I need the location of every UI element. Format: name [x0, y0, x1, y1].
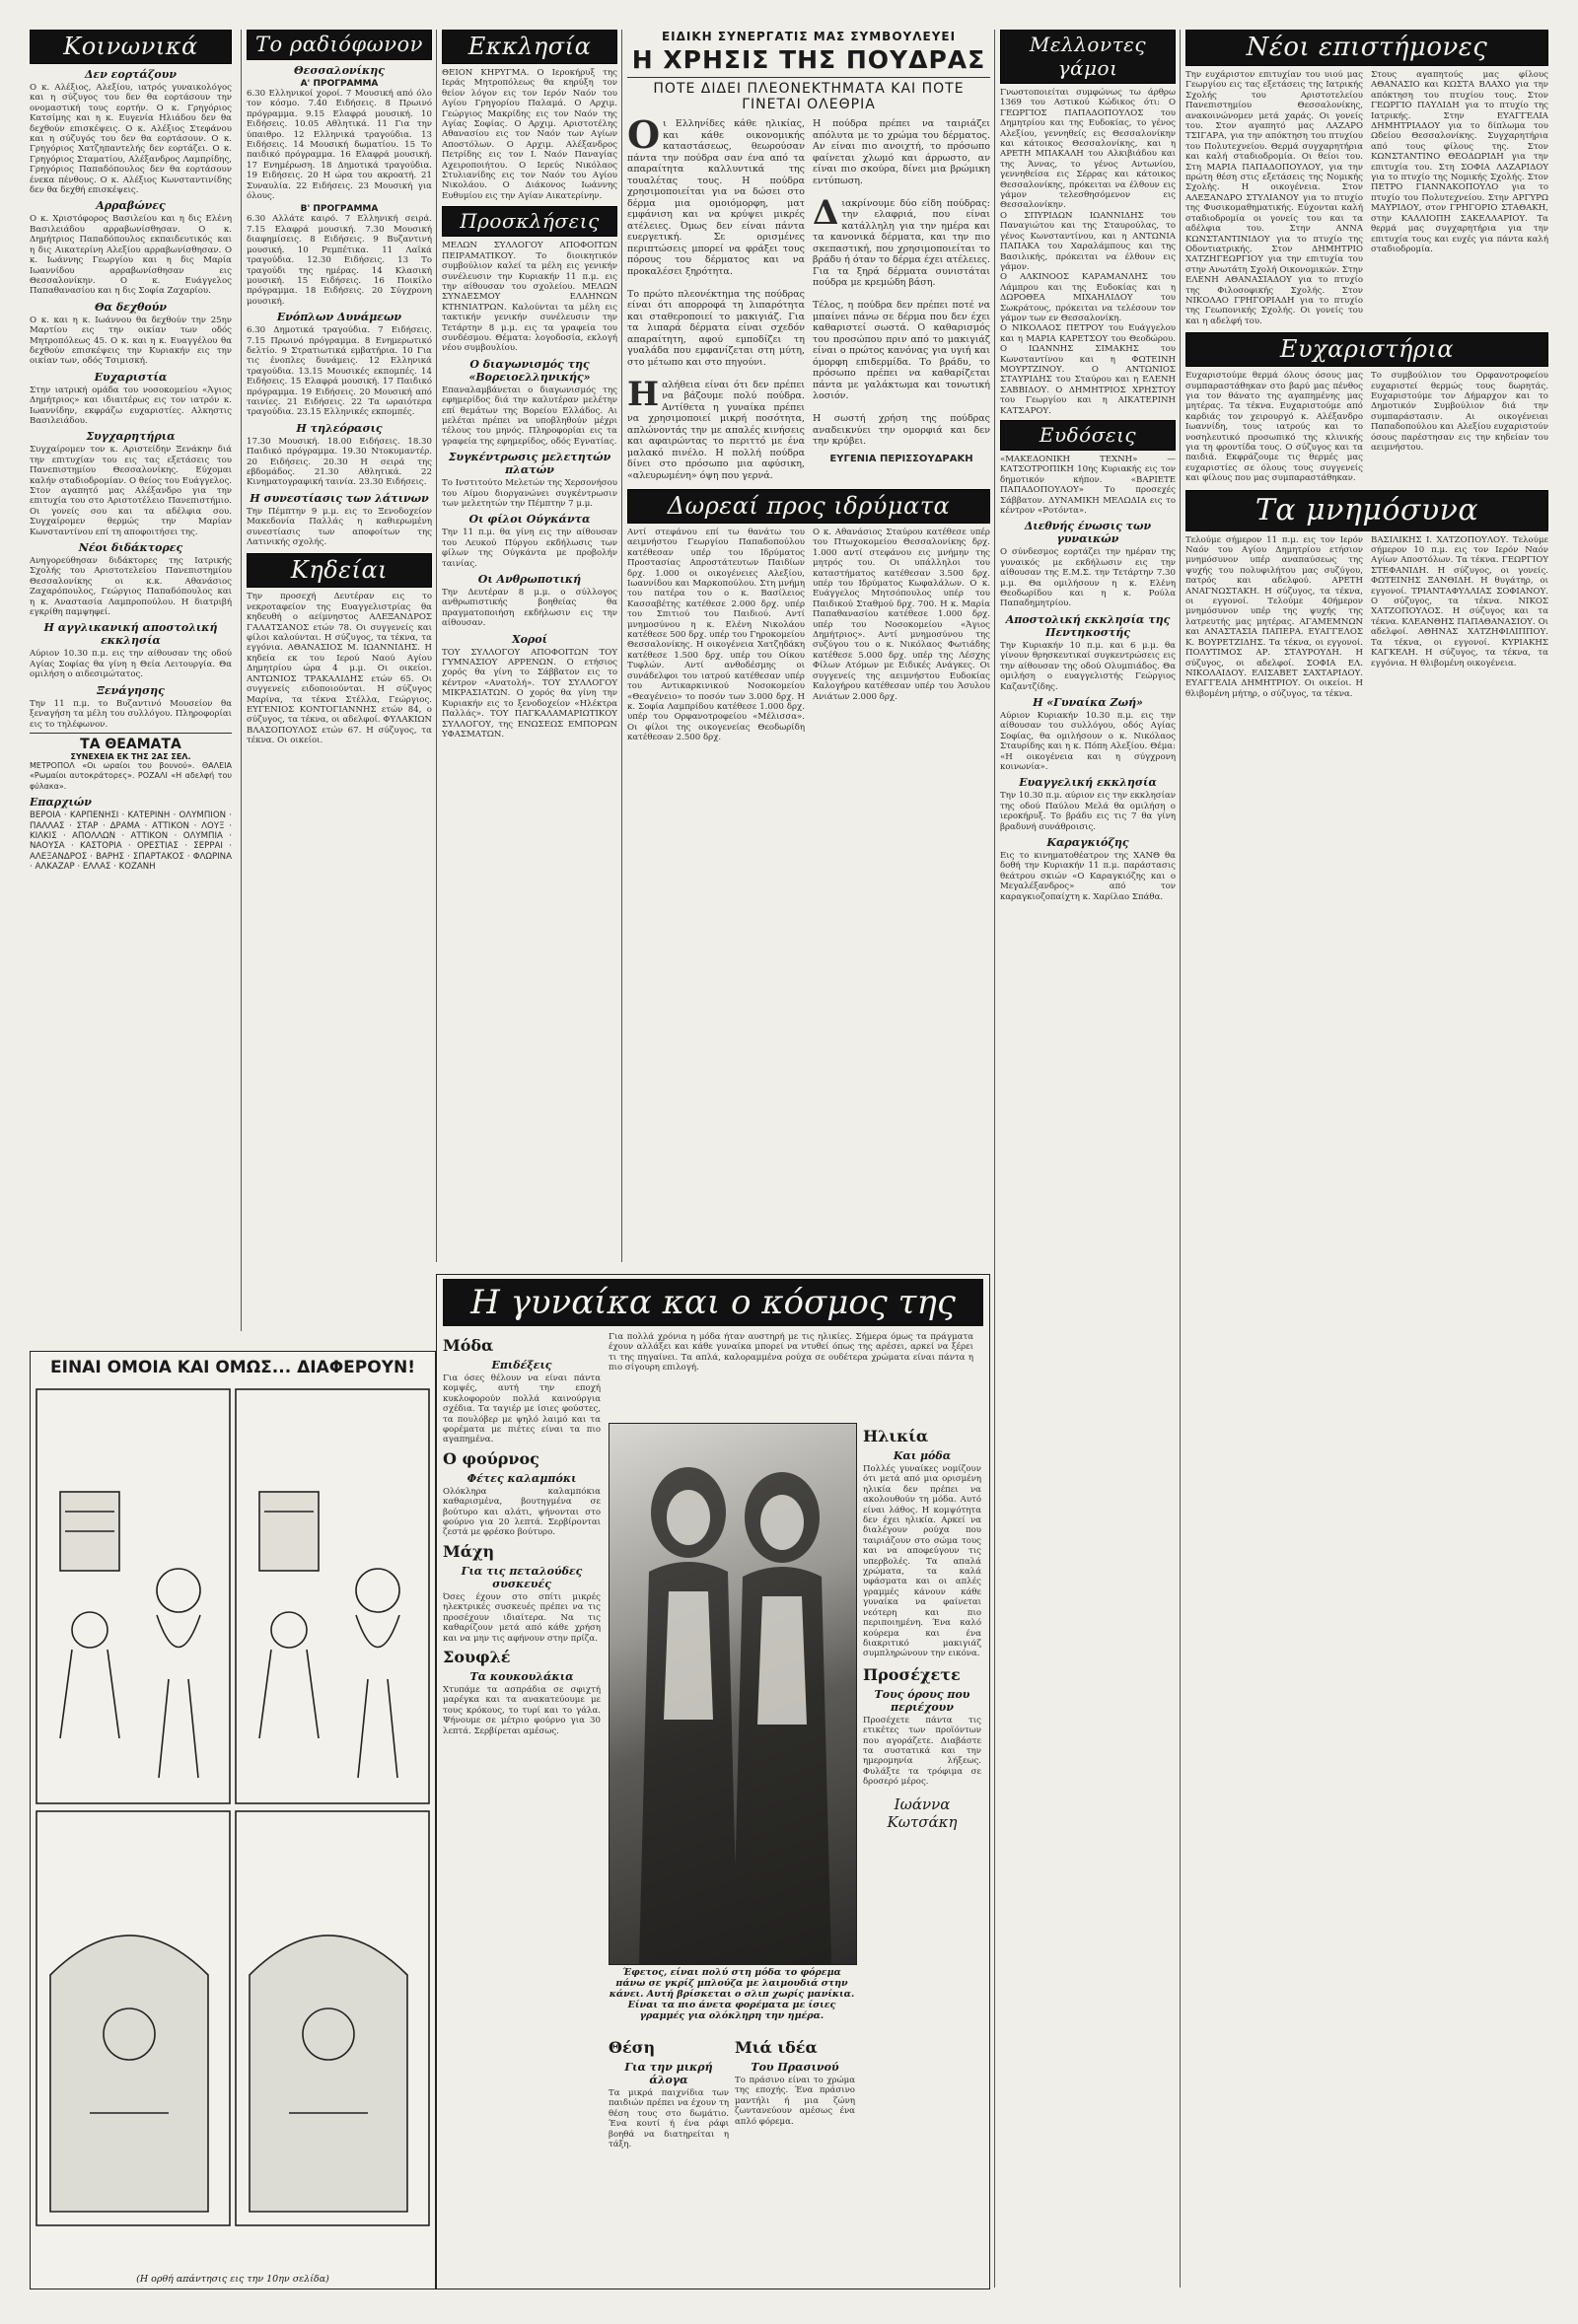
battle-heading: Μάχη: [443, 1541, 495, 1561]
section-thessaloniki: Θεσσαλονίκης: [294, 64, 385, 77]
society-masthead: Κοινωνικά: [30, 30, 232, 64]
province-heading: Επαρχιών: [30, 796, 92, 810]
spot-the-difference-cartoon: [30, 1351, 436, 2289]
age-subheading: Και μόδα: [893, 1449, 952, 1462]
womens-section: Η γυναίκα και ο κόσμος της Μόδα Επιδέξεις Για όσες θέλουν να είναι πάντα κομψές, αυτή την εποχή κυκλοφορούν πολλά καινούργια σχέδια. Τα ταγιέρ με ίσιες φούστες, τα πουλόβερ με ψηλό λαιμό και τα φορέματα με πιέτες είναι τα πιο αγαπημένα. Ο φούρνος Φέτες καλαμπόκι Ολόκληρα καλαμπόκια καθαρισμένα, βουτηγμένα σε βούτυρο και αλάτι, ψήνονται στο φούρνο για 20 λεπτά. Σερβίρονται ζεστά με φρέσκο βούτυρο. Μάχη Για τις πεταλούδες συσκευές Όσες έχουν στο σπίτι μικρές ηλεκτρικές συσκευές πρέπει να τις προσέχουν ιδιαίτερα. Να τις καθαρίζουν μετά από κάθε χρήση και να μην τις αφήνουν στην πρίζα. Σουφλέ Τα κουκουλάκια Χτυπάμε τα ασπράδια σε σφιχτή μαρέγκα και τα ανακατεύουμε με τους κρόκους, το τυρί και το γάλα. Ψήνουμε σε μέτριο φούρνο για 30 λεπτά. Σερβίρεται αμέσως. Για πολλά χρόνια η μόδα ήταν αυστηρή με τις ηλικίες. Σήμερα όμως τα πράγματα έχουν αλλάξει και κάθε γυναίκα μπορεί να ντυθεί όπως της αρέσει, αρκεί να ξέρει τι της πηγαίνει. Τα απλά, καλοραμμένα ρούχα σε ουδέτερα χρώματα είναι πάντα η πιο σίγουρη επιλογή. Έφετος, είναι πολύ στη μόδα το φόρεμα πάνω σε γκρίζ μπλούζα με λαιμουδιά στην κάνει. Αυτή βρίσκεται ο σλιπ χωρίς μανίκια. Είναι τα πιο άνετα φορέματα με ίσιες γραμμές για ολόκληρη την ημέρα. Ηλικία Και μόδα Πολλές γυναίκες νομίζουν ότι μετά από μια ορισμένη ηλικία δεν πρέπει να ακολουθούν τη μόδα. Αυτό είναι λάθος. Η κομψότητα δεν έχει ηλικία. Αρκεί να διαλέγουν ρούχα που ταιριάζουν στο σώμα τους και να αποφεύγουν τις υπερβολές. Τα απαλά χρώματα, τα καλά υφάσματα και οι απλές γραμμές κάνουν κάθε γυναίκα να φαίνεται νεότερη και πιο περιποιημένη. Ένα καλό κούρεμα και ένα διακριτικό μακιγιάζ συμπληρώνουν την εικόνα. Προσέχετε Τους όρους που περιέχουν Προσέχετε πάντα τις ετικέτες των προϊόντων που αγοράζετε. Διαβάστε τα συστατικά και την ημερομηνία λήξεως. Φυλάξτε τα τρόφιμα σε δροσερό μέρος. Ιωάννα Κωτσάκη Θέση Για την μικρή άλογα Τα μικρά παιχνίδια των παιδιών πρέπει να έχουν τη θέση τους στο δωμάτιο. Ένα κουτί ή ένα ράφι βοηθά να διατηρείται η τάξη. Μιά ιδέα Του Πρασινού Το πράσινο είναι το χρώμα της εποχής. Ένα πράσινο μαντήλι ή μια ζώνη ζωντανεύουν αμέσως ένα απλό φόρεμα.: [436, 1274, 990, 2289]
radio-masthead: Το ραδιόφωνον: [247, 30, 432, 60]
memorials-text-left: Τελούμε σήμερον 11 π.μ. εις τον Ιερόν Ναόν του Αγίου Δημητρίου ετήσιον μνημόσυνον υπέρ αναπαύσεως της ψυχής του πολυφιλήτου μας συζύγου, πατρός και αδελφού. ΑΡΕΤΗ ΑΝΑΓΝΩΣΤΑΚΗ. Η σύζυγος, τα τέκνα, οι εγγονοί. Τελούμε 40ήμερον μνημόσυνον υπέρ της ψυχής της λατρευτής μας μητέρας. ΑΓΑΜΕΜΝΩΝ και ΑΝΑΣΤΑΣΙΑ ΠΑΠΕΡΑ. ΕΥΑΓΓΕΛΟΣ Κ. ΒΟΥΡΕΤΖΙΔΗΣ. Τα τέκνα, οι εγγονοί. ΠΟΛΥΤΙΜΟΣ ΑΡ. ΣΤΑΥΡΟΥΔΗ. Η σύζυγος, οι αδελφοί. ΣΟΦΙΑ ΕΛ. ΝΙΚΟΛΑΙΔΟΥ. ΕΛΙΣΑΒΕΤ ΣΑΧΤΑΡΙΔΟΥ. ΕΥΑΓΓΕΛΙΑ ΔΗΜΗΤΡΙΟΥ. Οι οικείοι. Η θλιβομένη μήτηρ, ο σύζυγος, τα τέκνα.: [1185, 534, 1363, 699]
section-womans-life: Η «Γυναίκα Ζωή»: [1033, 695, 1143, 709]
oven-heading: Ο φούρνος: [443, 1448, 539, 1468]
theatre-subheading: ΣΥΝΕΧΕΙΑ ΕΚ ΤΗΣ 2ΑΣ ΣΕΛ.: [70, 751, 191, 761]
scientists-masthead: Νέοι επιστήμονες: [1185, 30, 1548, 66]
battle-subheading: Για τις πεταλούδες συσκευές: [461, 1564, 583, 1590]
section-not-celebrate: Δεν εορτάζουν: [84, 68, 177, 81]
fashion-photo: [609, 1423, 857, 1965]
idea-heading: Μιά ιδέα: [735, 2038, 818, 2057]
cartoon-caption: (Η ορθή απάντησις εις την 10ην σελίδα): [136, 2274, 329, 2285]
province-list: ΒΕΡΟΙΑ · ΚΑΡΠΕΝΗΣΙ · ΚΑΤΕΡΙΝΗ · ΟΛΥΜΠΙΟΝ · ΠΑΛΛΑΣ · ΣΤΑΡ · ΔΡΑΜΑ · ΑΤΤΙΚΟΝ · ΛΟΥΞ · ΚΙΛΚΙΣ · ΑΠΟΛΛΩΝ · ΑΤΤΙΚΟΝ · ΟΛΥΜΠΙΑ · ΝΑΟΥΣΑ · ΚΑΣΤΟΡΙΑ · ΟΡΕΣΤΙΑΣ · ΣΕΡΡΑΙ · ΑΛΕΞΑΝΔΡΟΣ · ΒΑΡΗΣ · ΣΠΑΡΤΑΚΟΣ · ΦΛΩΡΙΝΑ · ΑΛΚΑΖΑΡ · ΕΛΛΑΣ · ΚΟΖΑΝΗ: [30, 810, 232, 873]
column-church: Εκκλησία ΘΕΙΟΝ ΚΗΡΥΓΜΑ. Ο Ιεροκήρυξ της Ιεράς Μητροπόλεως θα κηρύξη τον θείον λόγον εις τον Ιερόν Ναόν του Αγίου Γρηγορίου Παλαμά. Ο Αρχιμ. Γεώργιος Μακρίδης εις τον Ναόν της Αγίας Σοφίας. Ο Αρχιμ. Αριστοτέλης Αθανασίου εις τον Ναόν των Αγίων Αποστόλων. Ο Αρχιμ. Αλέξανδρος Πετρίδης εις τον Ι. Ναόν Παναγίας Αχειροποιήτου. Ο Ιερεύς Νικόλαος Στυλιανίδης εις τον Ναόν του Αγίου Νικολάου. Ο Διάκονος Ιωάννης Ευθυμίου εις την Αγίαν Αικατερίνην. Προσκλήσεις ΜΕΛΩΝ ΣΥΛΛΟΓΟΥ ΑΠΟΦΟΙΤΩΝ ΠΕΙΡΑΜΑΤΙΚΟΥ. Το διοικητικόν συμβούλιον καλεί τα μέλη εις γενικήν συνέλευσιν την Κυριακήν 11 π.μ. εις την αίθουσαν του σχολείου. ΜΕΛΩΝ ΣΥΝΔΕΣΜΟΥ ΕΛΛΗΝΩΝ ΚΤΗΝΙΑΤΡΩΝ. Καλούνται τα μέλη εις τακτικήν γενικήν συνέλευσιν την Τετάρτην 8 μ.μ. εις τα γραφεία του συνδέσμου. Θέματα: λογοδοσία, εκλογή νέου συμβουλίου. Ο διαγωνισμός της «Βορειοελληνικής» Επαναλαμβάνεται ο διαγωνισμός της εφημερίδος διά την καλυτέραν μελέτην επί θεμάτων της Βορείου Ελλάδος. Αι μελέται πρέπει να υποβληθούν μέχρι τέλους του μηνός. Πληροφορίαι εις τα γραφεία της εφημερίδος, οδός Εγνατίας. Συγκέντρωσις μελετητών πλατών Το Ινστιτούτο Μελετών της Χερσονήσου του Αίμου διοργανώνει συγκέντρωσιν των μελετητών την Πέμπτην 7 μ.μ. Οι φίλοι Ούγκάντα Την 11 π.μ. θα γίνη εις την αίθουσαν του Λευκού Πύργου εκδήλωσις των φίλων της Ούγκάντα με προβολήν ταινίας. Οι Ανθρωποτική Την Δευτέραν 8 μ.μ. ο σύλλογος ανθρωπιστικής βοηθείας θα πραγματοποιήση εκδήλωσιν εις την αίθουσαν. Χοροί ΤΟΥ ΣΥΛΛΟΓΟΥ ΑΠΟΦΟΙΤΩΝ ΤΟΥ ΓΥΜΝΑΣΙΟΥ ΑΡΡΕΝΩΝ. Ο ετήσιος χορός θα γίνη το Σάββατον εις το κέντρον «Ανατολή». ΤΟΥ ΣΥΛΛΟΓΟΥ ΜΙΚΡΑΣΙΑΤΩΝ. Ο χορός θα γίνη την Κυριακήν εις το ξενοδοχείον «Ηλέκτρα Παλλάς». ΤΟΥ ΠΑΓΚΑΛΑΜΑΡΙΩΤΙΚΟΥ ΣΥΛΛΟΓΟΥ, της ΕΝΩΣΕΩΣ ΕΜΠΟΡΩΝ ΥΦΑΣΜΑΤΩΝ.: [442, 30, 617, 1262]
section-gathering: Συγκέντρωσις μελετητών πλατών: [448, 451, 611, 477]
age-heading: Ηλικία: [863, 1427, 929, 1445]
section-tours: Ξενάγησης: [97, 683, 165, 697]
cartoon-title: ΕΙΝΑΙ ΟΜΟΙΑ ΚΑΙ ΟΜΩΣ... ΔΙΑΦΕΡΟΥΝ!: [50, 1358, 415, 1377]
society-text-1: Ο κ. Αλέξιος, Αλεξίου, ιατρός γυναικολόγος και η σύζυγος του δεν θα εορτάσουν την ονομαστική τους εορτήν. Ο κ. Γρηγόριος Κατσίμης και η κ. Ευγενία Ηλιάδου δεν θα δεχθούν επισκέψεις. Ο κ. Αλέξιος Στεφάνου και η σύζυγός του δεν θα εορτάσουν. Ο κ. Γρηγόριος Χατζηπαντελής δεν εορτάζει. Ο κ. Γρηγόριος Σταματίου, Αλέξανδρος Λαμπρίδης, Γρηγόριος Παπαδόπουλος δεν θα εορτάσουν ένεκα πένθους. Ο κ. Αλέξιος Κωνσταντινίδης δεν θα δεχθή επισκέψεις.: [30, 83, 232, 196]
section-friends-uganda: Οι φίλοι Ούγκάντα: [468, 513, 591, 527]
article-headline: Η ΧΡΗΣΙΣ ΤΗΣ ΠΟΥΔΡΑΣ: [631, 45, 986, 74]
section-dinner: Η συνεστίασις των λάτινων: [250, 491, 429, 505]
column-society: Κοινωνικά Δεν εορτάζουν Ο κ. Αλέξιος, Αλεξίου, ιατρός γυναικολόγος και η σύζυγος του δεν θα εορτάσουν την ονομαστική τους εορτήν. Ο κ. Γρηγόριος Κατσίμης και η κ. Ευγενία Ηλιάδου δεν θα δεχθούν επισκέψεις. Ο κ. Αλέξιος Στεφάνου και η σύζυγός του δεν θα εορτάσουν. Ο κ. Γρηγόριος Χατζηπαντελής δεν εορτάζει. Ο κ. Γρηγόριος Σταματίου, Αλέξανδρος Λαμπρίδης, Γρηγόριος Παπαδόπουλος δεν θα εορτάσουν ένεκα πένθους. Ο κ. Αλέξιος Κωνσταντινίδης δεν θα δεχθή επισκέψεις. Αρραβώνες Ο κ. Χριστόφορος Βασιλείου και η δις Ελένη Βασιλειάδου αρραβωνίσθησαν. Ο κ. Δημήτριος Παπαδόπουλος εκπαιδευτικός και η δις Αικατερίνη Αλεξίου αρραβωνίσθησαν. Ο κ. Ιωάννης Γεωργίου και η δις Μαρία Ιωαννίδου αρραβωνίσθησαν εις Θεσσαλονίκην. Ο κ. Ευάγγελος Παπαθανασίου και η δις Σοφία Ζαχαρίου. Θα δεχθούν Ο κ. και η κ. Ιωάννου θα δεχθούν την 25ην Μαρτίου εις την οικίαν των οδός Μητροπόλεως 45. Ο κ. και η κ. Ευαγγέλου θα δεχθούν επισκέψεις την Κυριακήν εις την οικίαν των, οδός Τσιμισκή. Ευχαριστία Στην ιατρική ομάδα του νοσοκομείου «Άγιος Δημήτριος» και ιδιαιτέρως εις τον ιατρόν κ. Ιωαννίδην, εκφράζω ευχαριστίες. Αλκηστις Βασιλειάδου. Συγχαρητήρια Συγχαίρομεν τον κ. Αριστείδην Ξενάκην διά την επιτυχίαν του εις τας εξετάσεις του Πανεπιστημίου Θεσσαλονίκης. Εύχομαι καλήν σταδιοδρομίαν. Ο θείος του Ευάγγελος. Στον αγαπητό μας Αλέξανδρο για την επιτυχία του στο Αριστοτέλειο Πανεπιστήμιο. Οι γονείς σου και τα αδέλφια σου. Συγχαίρομεν θερμώς την Μαρίαν Κωνσταντίνου επί τη αποφοιτήσει της. Νέοι διδάκτορες Ανηγορεύθησαν διδάκτορες της Ιατρικής Σχολής του Αριστοτελείου Πανεπιστημίου Θεσσαλονίκης οι κ.κ. Αθανάσιος Ζαχαρόπουλος, Γεώργιος Παπαδόπουλος και η κ. Αναστασία Λαμπροπούλου. Η διατριβή εγκρίθη παμψηφεί. Η αγγλικανική αποστολική εκκλησία Αύριον 10.30 π.μ. εις την αίθουσαν της οδού Αγίας Σοφίας θα γίνη η Θεία Λειτουργία. Θα ομιλήση ο αιδεσιμώτατος. Ξενάγησης Την 11 π.μ. το Βυζαντινό Μουσείον θα ξεναγήση τα μέλη του συλλόγου. Πληροφορίαι εις το τηλέφωνον. ΤΑ ΘΕΑΜΑΤΑ ΣΥΝΕΧΕΙΑ ΕΚ ΤΗΣ 2ΑΣ ΣΕΛ. ΜΕΤΡΟΠΟΛ «Οι ωραίοι του βουνού». ΘΑΛΕΙΑ «Ρωμαίοι αυτοκράτορες». ΡΟΖΑΛΙ «Η αδελφή του φύλακα». Επαρχιών ΒΕΡΟΙΑ · ΚΑΡΠΕΝΗΣΙ · ΚΑΤΕΡΙΝΗ · ΟΛΥΜΠΙΟΝ · ΠΑΛΛΑΣ · ΣΤΑΡ · ΔΡΑΜΑ · ΑΤΤΙΚΟΝ · ΛΟΥΞ · ΚΙΛΚΙΣ · ΑΠΟΛΛΩΝ · ΑΤΤΙΚΟΝ · ΟΛΥΜΠΙΑ · ΝΑΟΥΣΑ · ΚΑΣΤΟΡΙΑ · ΟΡΕΣΤΙΑΣ · ΣΕΡΡΑΙ · ΑΛΕΞΑΝΔΡΟΣ · ΒΑΡΗΣ · ΣΠΑΡΤΑΚΟΣ · ΦΛΩΡΙΝΑ · ΑΛΚΑΖΑΡ · ΕΛΛΑΣ · ΚΟΖΑΝΗ: [30, 30, 232, 1341]
section-pentecost-church: Αποστολική εκκλησία της Πεντηκοστής: [1005, 612, 1171, 639]
memorials-masthead: Τα μνημόσυνα: [1185, 490, 1548, 531]
section-humanitarian: Οι Ανθρωποτική: [477, 573, 582, 587]
donations-text-left: Αντί στεφάνου επί τω θανάτω του αειμνήστου Γεωργίου Παπαδοπούλου κατέθεσαν υπέρ του Ιδρύματος Προστασίας Απροστάτευτων Παιδίων δρχ. 1.000 οι οικογένειες Αλεξίου, Ιωαννίδου και Μαρκοπούλου. Στη μνήμη του πατέρα του ο κ. Βασίλειος Κασσαβέτης κατέθεσε 2.000 δρχ. υπέρ του Σπιτιού του Παιδιού. Αντί μνημοσύνου η κ. Ελένη Νικολάου κατέθεσε 500 δρχ. υπέρ του Γηροκομείου Θεσσαλονίκης. Η οικογένεια Χατζηδάκη κατέθεσε 1.500 δρχ. υπέρ του Οίκου Τυφλών. Αντί ανθοδέσμης οι συνάδελφοι του ιατρού κατέθεσαν υπέρ του Αντικαρκινικού Νοσοκομείου «Θεαγένειο» το ποσόν των 3.000 δρχ. Η κ. Σοφία Λαμπρίδου κατέθεσε 1.000 δρχ. υπέρ του Ορφανοτροφείου «Μέλισσα». Οι φίλοι της οικογενείας Θεοδωρίδη κατέθεσαν 2.500 δρχ.: [627, 528, 805, 743]
section-contest: Ο διαγωνισμός της «Βορειοελληνικής»: [468, 357, 591, 384]
souffle-subheading: Τα κουκουλάκια: [469, 1669, 574, 1683]
column-radio: Το ραδιόφωνον Θεσσαλονίκης Α' ΠΡΟΓΡΑΜΜΑ 6.30 Ελληνικοί χοροί. 7 Μουσική από όλο τον κόσμο. 7.40 Ειδήσεις. 8 Πρωινό πρόγραμμα. 9.15 Ελαφρά μουσική. 10 Ειδήσεις. 10.05 Αθλητικά. 11 Για την ύπαιθρο. 12 Ελληνικά τραγούδια. 13 Ειδήσεις. 14 Μουσική δωματίου. 15 Το παιδικό πρόγραμμα. 16 Ελαφρά μουσική. 17 Ενημέρωση. 18 Δημοτικά τραγούδια. 19 Ειδήσεις. 20 Η ώρα του ακροατή. 21 Συναυλία. 22 Ειδήσεις. 23 Μουσική για όλους. Β' ΠΡΟΓΡΑΜΜΑ 6.30 Αλλάτε καιρό. 7 Ελληνική σειρά. 7.15 Ελαφρά μουσική. 7.30 Μουσική διαφημίσεις. 8 Ειδήσεις. 9 Βυζαντινή μουσική. 10 Ρεμπέτικα. 11 Λαϊκά τραγούδια. 12.30 Ειδήσεις. 13 Το τραγούδι της ημέρας. 14 Κλασική μουσική. 15 Ειδήσεις. 16 Ποικίλο πρόγραμμα. 18 Ειδήσεις. 20 Σύγχρονη μουσική. Ενόπλων Δυνάμεων 6.30 Δημοτικά τραγούδια. 7 Ειδήσεις. 7.15 Πρωινό πρόγραμμα. 8 Ενημερωτικό δελτίο. 9 Στρατιωτικά εμβατήρια. 10 Για τις ένοπλες δυνάμεις. 12 Ελληνικά τραγούδια. 13.15 Μουσικές εκπομπές. 14 Ειδήσεις. 15 Ελαφρά μουσική. 17 Παιδικό πρόγραμμα. 19 Ειδήσεις. 20 Μουσική από ταινίες. 21 Ειδήσεις. 22 Τα ωραιότερα τραγούδια. 23.15 Ελληνικές εκπομπές. Η τηλεόρασις 17.30 Μουσική. 18.00 Ειδήσεις. 18.30 Παιδικό πρόγραμμα. 19.30 Ντοκυμαντέρ. 20 Ειδήσεις. 20.30 Η σειρά της εβδομάδος. 21.30 Αθλητικά. 22 Κινηματογραφική ταινία. 23.30 Ειδήσεις. Η συνεστίασις των λάτινων Την Πέμπτην 9 μ.μ. εις το Ξενοδοχείον Μακεδονία Παλλάς η καθιερωμένη συνεστίασις των αποφοίτων της Λατινικής σχολής. Κηδείαι Την προσεχή Δευτέραν εις το νεκροταφείον της Ευαγγελιστρίας θα κηδευθή ο αείμνηστος ΑΛΕΞΑΝΔΡΟΣ ΓΑΛΑΤΣΑΝΟΣ ετών 78. Οι συγγενείς και φίλοι καλούνται. Η σύζυγος, τα τέκνα, τα εγγόνια. ΑΘΑΝΑΣΙΟΣ Μ. ΙΩΑΝΝΙΔΗΣ. Η κηδεία εκ του Ιερού Ναού Αγίου Δημητρίου ώρα 4 μ.μ. Οι οικείοι. ΑΝΤΩΝΙΟΣ ΤΡΑΚΑΛΙΔΗΣ ετών 65. Οι συγγενείς ειδοποιούνται. Η σύζυγος Μαρίνα, τα τέκνα Στέλλα, Γεώργιος. ΕΥΓΕΝΙΟΣ ΚΟΝΤΟΓΙΑΝΝΗΣ ετών 84, ο σύζυγος, τα τέκνα, οι αδελφοί. ΦΥΛΑΚΙΩΝ ΒΛΑΣΟΠΟΥΛΟΣ ετών 67. Η σύζυγος, τα τέκνα. Οι οικείοι.: [247, 30, 432, 1341]
church-masthead: Εκκλησία: [442, 30, 617, 64]
section-anglican: Η αγγλικανική αποστολική εκκλησία: [43, 621, 218, 648]
article-byline: ΕΥΓΕΝΙΑ ΠΕΡΙΣΣΟΥΔΡΑΚΗ: [829, 453, 973, 464]
funerals-text: Την προσεχή Δευτέραν εις το νεκροταφείον της Ευαγγελιστρίας θα κηδευθή ο αείμνηστος ΑΛΕΞΑΝΔΡΟΣ ΓΑΛΑΤΣΑΝΟΣ ετών 78. Οι συγγενείς και φίλοι καλούνται. Η σύζυγος, τα τέκνα, τα εγγόνια. ΑΘΑΝΑΣΙΟΣ Μ. ΙΩΑΝΝΙΔΗΣ. Η κηδεία εκ του Ιερού Ναού Αγίου Δημητρίου ώρα 4 μ.μ. Οι οικείοι. ΑΝΤΩΝΙΟΣ ΤΡΑΚΑΛΙΔΗΣ ετών 65. Οι συγγενείς ειδοποιούνται. Η σύζυγος Μαρίνα, τα τέκνα Στέλλα, Γεώργιος. ΕΥΓΕΝΙΟΣ ΚΟΝΤΟΓΙΑΝΝΗΣ ετών 84, ο σύζυγος, τα τέκνα, οι αδελφοί. ΦΥΛΑΚΙΩΝ ΒΛΑΣΟΠΟΥΛΟΣ ετών 67. Η σύζυγος, τα τέκνα. Οι οικείοι.: [247, 592, 432, 746]
place-subheading: Για την μικρή άλογα: [624, 2061, 713, 2086]
souffle-heading: Σουφλέ: [443, 1647, 511, 1666]
memorials-text-right: ΒΑΣΙΛΙΚΗΣ Ι. ΧΑΤΖΟΠΟΥΛΟΥ. Τελούμε σήμερον 10 π.μ. εις τον Ιερόν Ναόν Αγίων Αποστόλων. Τα τέκνα. ΓΕΩΡΓΙΟΥ ΣΤΕΦΑΝΙΔΗ. Η σύζυγος, οι γονείς. ΦΩΤΕΙΝΗΣ ΞΑΝΘΙΔΗ. Η θυγάτηρ, οι εγγονοί. ΤΡΙΑΝΤΑΦΥΛΛΙΑΣ ΣΟΦΙΑΝΟΥ. Ο σύζυγος, τα τέκνα. ΝΙΚΟΣ ΧΑΤΖΟΠΟΥΛΟΣ. Η σύζυγος και τα τέκνα. ΚΛΕΑΝΘΗΣ ΠΑΠΑΘΑΝΑΣΙΟΥ. Οι αδελφοί. ΑΘΗΝΑΣ ΧΑΤΖΗΦΙΛΙΠΠΟΥ. Τα τέκνα, οι εγγονοί. ΚΥΡΙΑΚΗΣ ΚΑΓΚΕΛΗ. Η σύζυγος, τα τέκνα, τα εγγόνια. Η θλιβομένη οικογένεια.: [1371, 534, 1548, 669]
donations-masthead: Δωρεαί προς ιδρύματα: [627, 489, 990, 524]
section-program-a: Α' ΠΡΟΓΡΑΜΜΑ: [300, 79, 379, 89]
theatre-heading: ΤΑ ΘΕΑΜΑΤΑ: [80, 736, 181, 752]
section-television: Η τηλεόρασις: [296, 421, 383, 435]
section-intl-women: Διεθνής ένωσις των γυναικών: [1024, 520, 1152, 546]
column-future-weddings: Μελλοντες γάμοι Γνωστοποιείται συμφώνως τω άρθρω 1369 του Αστικού Κώδικος ότι: Ο ΓΕΩΡΓΙΟΣ ΠΑΠΑΔΟΠΟΥΛΟΣ του Δημητρίου και της Ευδοκίας, το γένος Αλεξίου, γεννηθείς εις Θεσσαλονίκην και κάτοικος Θεσσαλονίκης, και η ΑΡΕΤΗ ΜΠΑΚΑΛΗ του Αλκιβιάδου και της Άννας, το γένος Αντωνίου, γεννηθείσα εις Σέρρας και κάτοικος Θεσσαλονίκης, πρόκειται να έλθουν εις γάμον τελεσθησόμενον εις Θεσσαλονίκην. Ο ΣΠΥΡΙΔΩΝ ΙΩΑΝΝΙΔΗΣ του Παναγιώτου και της Σταυρούλας, το γένος Κωνσταντίνου, και η ΑΝΤΩΝΙΑ ΠΑΠΑΚΑ του Χαραλάμπους και της Βασιλικής, πρόκειται να έλθουν εις γάμον. Ο ΑΛΚΙΝΟΟΣ ΚΑΡΑΜΑΝΛΗΣ του Λάμπρου και της Ευδοκίας και η ΔΩΡΟΘΕΑ ΜΙΧΑΗΛΙΔΟΥ του Σωκράτους, πρόκειται να τελέσουν τον γάμον των εν Θεσσαλονίκη. Ο ΝΙΚΟΛΑΟΣ ΠΕΤΡΟΥ του Ευάγγελου και η ΜΑΡΙΑ ΚΑΡΕΤΣΟΥ του Θεοδώρου. Ο ΙΩΑΝΝΗΣ ΣΙΜΑΚΗΣ του Κωνσταντίνου και η ΦΩΤΕΙΝΗ ΜΟΥΡΤΖΙΝΟΥ. Ο ΑΝΤΩΝΙΟΣ ΣΤΑΥΡΙΔΗΣ του Σταύρου και η ΕΛΕΝΗ ΣΑΒΒΙΔΟΥ. Ο ΔΗΜΗΤΡΙΟΣ ΧΡΗΣΤΟΥ του Γεωργίου και η ΑΙΚΑΤΕΡΙΝΗ ΚΑΤΣΑΡΟΥ. Ευδόσεις «ΜΑΚΕΔΟΝΙΚΗ ΤΕΧΝΗ» — ΚΑΤΣΟΤΡΟΠΙΚΗ 10ης Κυριακής εις τον δημοτικόν κήπον. «ΒΑΡΙΕΤΕ ΠΑΠΑΔΟΠΟΥΛΟΥ» Το προσεχές Σάββατον. ΔΥΝΑΜΙΚΗ ΜΕΛΩΔΙΑ εις το κέντρον «Ροτόντα». Διεθνής ένωσις των γυναικών Ο σύνδεσμος εορτάζει την ημέραν της γυναικός με εκδήλωσιν εις την αίθουσαν της Ε.Μ.Σ. την Τετάρτην 7.30 μ.μ. Θα ομιλήσουν η κ. Ελένη Θεοδωρίδου και η κ. Ρούλα Παπαδημητρίου. Αποστολική εκκλησία της Πεντηκοστής Την Κυριακήν 10 π.μ. και 6 μ.μ. θα γίνουν θρησκευτικαί συγκεντρώσεις εις την αίθουσαν της οδού Ολυμπιάδος. Θα ομιλήση ο ευαγγελιστής Γεώργιος Καζαντζίδης. Η «Γυναίκα Ζωή» Αύριον Κυριακήν 10.30 π.μ. εις την αίθουσαν του συλλόγου, οδός Αγίας Σοφίας, θα ομιλήσουν ο κ. Νικόλαος Σταυρίδης και η κ. Πόπη Αλεξίου. Θέμα: «Η οικογένεια και η σύγχρονη κοινωνία». Ευαγγελική εκκλησία Την 10.30 π.μ. αύριον εις την εκκλησίαν της οδού Παύλου Μελά θα ομιλήση ο ιεροκήρυξ. Το βράδυ εις τις 7 θα γίνη βραδυνή συνάθροισις. Καραγκιόζης Εις το κινηματοθέατρον της ΧΑΝΘ θα δοθή την Κυριακήν 11 π.μ. παράστασις θεάτρου σκιών «Ο Καραγκιόζης και ο Μεγαλέξανδρος» από τον καραγκιοζοπαίχτη κ. Χαρίλαο Σπάθα.: [1000, 30, 1176, 2288]
oven-subheading: Φέτες καλαμπόκι: [466, 1471, 577, 1485]
euodoseis-masthead: Ευδόσεις: [1000, 420, 1176, 451]
section-signature: Ιωάννα Κωτσάκη: [887, 1795, 958, 1831]
photo-caption: Έφετος, είναι πολύ στη μόδα το φόρεμα πάνω σε γκρίζ μπλούζα με λαιμουδιά στην κάνει. Αυτή βρίσκεται ο σλιπ χωρίς μανίκια. Είναι τα πιο άνετα φορέματα με ίσιες γραμμές για ολόκληρη την ημέρα.: [609, 1967, 855, 2021]
section-engagements: Αρραβώνες: [96, 199, 166, 213]
attention-subheading: Τους όρους που περιέχουν: [874, 1687, 970, 1714]
fashion-heading: Μόδα: [443, 1336, 494, 1355]
column-young-scientists: Νέοι επιστήμονες Την ευχάριστον επιτυχίαν του υιού μας Γεωργίου εις τας εξετάσεις της Ιατρικής Σχολής του Αριστοτελείου Πανεπιστημίου Θεσσαλονίκης, ανακοινώνομεν μετά χαράς. Οι γονείς του. Στον αγαπητό μας ΛΑΖΑΡΟ ΤΣΙΓΑΡΑ, για την απόκτηση του πτυχίου του Πολυτεχνείου. Θερμά συγχαρητήρια και καλή σταδιοδρομία. Οι θείοι του. Στη ΜΑΡΙΑ ΠΑΠΑΔΟΠΟΥΛΟΥ, για την πρώτη θέση στις εξετάσεις της Νομικής Σχολής. Η οικογένεια. Στον ΑΛΕΞΑΝΔΡΟ ΣΤΥΛΙΑΝΟΥ για το πτυχίο της Φυσικομαθηματικής. Εύχονται καλή σταδιοδρομία οι γονείς του και τα αδέλφια του. Στην ΑΝΝΑ ΚΩΝΣΤΑΝΤΙΝΙΔΟΥ για το πτυχίο της Οδοντιατρικής. Στον ΔΗΜΗΤΡΙΟ ΧΑΤΖΗΓΕΩΡΓΙΟΥ για την επιτυχία του στην Ανωτάτη Σχολή Οικονομικών. Στην ΕΛΕΝΗ ΑΘΑΝΑΣΙΑΔΟΥ για το πτυχίο της Φιλοσοφικής Σχολής. Στον ΝΙΚΟΛΑΟ ΓΡΗΓΟΡΙΑΔΗ για το πτυχίο της Γεωπονικής Σχολής. Οι γονείς του και η αδελφή του. Στους αγαπητούς μας φίλους ΑΘΑΝΑΣΙΟ και ΚΩΣΤΑ ΒΛΑΧΟ για την απόκτηση του πτυχίου τους. Στον ΓΕΩΡΓΙΟ ΠΑΥΛΙΔΗ για το πτυχίο της Ιατρικής. Στην ΕΥΑΓΓΕΛΙΑ ΔΗΜΗΤΡΙΑΔΟΥ για το δίπλωμα του Ωδείου Θεσσαλονίκης. Συγχαρητήρια από τους φίλους της. Στον ΚΩΝΣΤΑΝΤΙΝΟ ΘΕΟΔΩΡΙΔΗ για την επιτυχία του. Στη ΣΟΦΙΑ ΛΑΖΑΡΙΔΟΥ για το πτυχίο της Νομικής Σχολής. Στον ΠΕΤΡΟ ΓΙΑΝΝΑΚΟΠΟΥΛΟ για το πτυχίο του Πολυτεχνείου. Στην ΑΡΓΥΡΩ ΜΑΥΡΙΔΟΥ, στον ΓΡΗΓΟΡΙΟ ΣΤΑΘΑΚΗ, στην ΚΑΛΛΙΟΠΗ ΣΑΚΕΛΛΑΡΙΟΥ. Τα θερμά μας συγχαρητήρια για την επιτυχία τους και ευχές για πάντα καλή σταδιοδρομία. Ευχαριστήρια Ευχαριστούμε θερμά όλους όσους μας συμπαραστάθηκαν στο βαρύ μας πένθος για τον θάνατο της αγαπημένης μας μητέρας. Τα τέκνα. Ευχαριστούμε από καρδιάς τον χειρουργό κ. Αλέξανδρο Ιωαννίδη, τους ιατρούς και το νοσηλευτικό προσωπικό της κλινικής για τη φροντίδα τους. Ο σύζυγος και τα παιδιά. Εκφράζουμε τις θερμές μας ευχαριστίες σε όλους τους συγγενείς και φίλους που μας συμπαραστάθηκαν. Το συμβούλιον του Ορφανοτροφείου ευχαριστεί θερμώς τους δωρητάς. Ευχαριστούμε τον Δήμαρχον και το Δημοτικόν Συμβούλιον διά την συμπαράστασιν. Αι οικογένειαι Παπαδοπούλου και Αλεξίου ευχαριστούν όσους παρέστησαν εις την κηδείαν του αειμνήστου. Τα μνημόσυνα Τελούμε σήμερον 11 π.μ. εις τον Ιερόν Ναόν του Αγίου Δημητρίου ετήσιον μνημόσυνον υπέρ αναπαύσεως της ψυχής του πολυφιλήτου μας συζύγου, πατρός και αδελφού. ΑΡΕΤΗ ΑΝΑΓΝΩΣΤΑΚΗ. Η σύζυγος, τα τέκνα, οι εγγονοί. Τελούμε 40ήμερον μνημόσυνον υπέρ της ψυχής της λατρευτής μας μητέρας. ΑΓΑΜΕΜΝΩΝ και ΑΝΑΣΤΑΣΙΑ ΠΑΠΕΡΑ. ΕΥΑΓΓΕΛΟΣ Κ. ΒΟΥΡΕΤΖΙΔΗΣ. Τα τέκνα, οι εγγονοί. ΠΟΛΥΤΙΜΟΣ ΑΡ. ΣΤΑΥΡΟΥΔΗ. Η σύζυγος, οι αδελφοί. ΣΟΦΙΑ ΕΛ. ΝΙΚΟΛΑΙΔΟΥ. ΕΛΙΣΑΒΕΤ ΣΑΧΤΑΡΙΔΟΥ. ΕΥΑΓΓΕΛΙΑ ΔΗΜΗΤΡΙΟΥ. Οι οικείοι. Η θλιβομένη μήτηρ, ο σύζυγος, τα τέκνα. ΒΑΣΙΛΙΚΗΣ Ι. ΧΑΤΖΟΠΟΥΛΟΥ. Τελούμε σήμερον 10 π.μ. εις τον Ιερόν Ναόν Αγίων Αποστόλων. Τα τέκνα. ΓΕΩΡΓΙΟΥ ΣΤΕΦΑΝΙΔΗ. Η σύζυγος, οι γονείς. ΦΩΤΕΙΝΗΣ ΞΑΝΘΙΔΗ. Η θυγάτηρ, οι εγγονοί. ΤΡΙΑΝΤΑΦΥΛΛΙΑΣ ΣΟΦΙΑΝΟΥ. Ο σύζυγος, τα τέκνα. ΝΙΚΟΣ ΧΑΤΖΟΠΟΥΛΟΣ. Η σύζυγος και τα τέκνα. ΚΛΕΑΝΘΗΣ ΠΑΠΑΘΑΝΑΣΙΟΥ. Οι αδελφοί. ΑΘΗΝΑΣ ΧΑΤΖΗΦΙΛΙΠΠΟΥ. Τα τέκνα, οι εγγονοί. ΚΥΡΙΑΚΗΣ ΚΑΓΚΕΛΗ. Η σύζυγος, τα τέκνα, τα εγγόνια. Η θλιβομένη οικογένεια.: [1185, 30, 1548, 2288]
attention-heading: Προσέχετε: [863, 1664, 961, 1684]
section-new-doctors: Νέοι διδάκτορες: [78, 541, 183, 555]
funerals-masthead: Κηδείαι: [247, 553, 432, 588]
section-congrats: Συγχαρητήρια: [86, 430, 176, 444]
powder-text-left: Οι Ελληνίδες κάθε ηλικίας, και κάθε οικονομικής καταστάσεως, θεωρούσαν πάντα την πούδρα σαν ένα από τα απαραίτητα καλλυντικά της τουαλέτας τους. Η πούδρα χρησιμοποιείται για να δώσει στο δέρμα μια ομοιόμορφη, ματ εμφάνιση και να κρύψει μικρές ατέλειες. Όμως δεν είναι πάντα ευεργετική. Σε ορισμένες περιπτώσεις μπορεί να φράξει τους πόρους του δέρματος και να προκαλέσει ξηρότητα. Το πρώτο πλεονέκτημα της πούδρας είναι ότι απορροφά τη λιπαρότητα και σταθεροποιεί το μακιγιάζ. Για τα λιπαρά δέρματα είναι σχεδόν απαραίτητη, αφού εμποδίζει τη γυαλάδα που εμφανίζεται στη μύτη, στο μέτωπο και στο πηγούνι. Η αλήθεια είναι ότι δεν πρέπει να βάζουμε πολύ πούδρα. Αντίθετα η γυναίκα πρέπει να χρησιμοποιεί μικρή ποσότητα, απλώνοντάς την με απαλές κινήσεις και αφαιρώντας το περιττό με ένα μαλακό πινέλο. Η πολλή πούδρα δίνει στο πρόσωπο μια αφύσικη, «αλευρωμένη» όψη που γερνά.: [627, 112, 805, 481]
weddings-masthead: Μελλοντες γάμοι: [1000, 30, 1176, 84]
place-heading: Θέση: [609, 2038, 656, 2057]
thanks-masthead: Ευχαριστήρια: [1185, 332, 1548, 367]
section-thanks: Ευχαριστία: [94, 370, 168, 384]
section-karagiozis: Καραγκιόζης: [1046, 835, 1129, 849]
idea-subheading: Του Πρασινού: [751, 2061, 839, 2074]
powder-text-right: Η πούδρα πρέπει να ταιριάζει απόλυτα με το χρώμα του δέρματος. Αν είναι πιο ανοιχτή, το πρόσωπο φαίνεται χλωμό και άρρωστο, αν είναι πιο σκούρα, δίνει μια βρώμικη εντύπωση. Δ ιακρίνουμε δύο είδη πούδρας: την ελαφριά, που είναι κατάλληλη για την ημέρα και τα κανονικά δέρματα, και την πιο σκεπαστική, που χρησιμοποιείται το βράδυ ή όταν το δέρμα έχει ατέλειες. Για τα ξηρά δέρματα συνιστάται πούδρα με κρεμώδη βάση. Τέλος, η πούδρα δεν πρέπει ποτέ να μπαίνει πάνω σε δέρμα που δεν έχει καθαριστεί σωστά. Ο καθαρισμός του προσώπου πριν από το μακιγιάζ είναι ο πρώτος κανόνας για υγιή και όμορφη επιδερμίδα. Το βράδυ, το πρόσωπο πρέπει να καθαρίζεται πάντα με γαλάκτωμα και τονωτική λοσιόν. Η σωστή χρήση της πούδρας αναδεικνύει την ομορφιά και δεν την κρύβει. ΕΥΓΕΝΙΑ ΠΕΡΙΣΣΟΥΔΡΑΚΗ: [813, 118, 990, 464]
fashion-subheading: Επιδέξεις: [491, 1359, 552, 1372]
womens-banner: Η γυναίκα και ο κόσμος της: [443, 1279, 983, 1326]
section-evangelical: Ευαγγελική εκκλησία: [1019, 776, 1157, 790]
article-deck: ΠΟΤΕ ΔΙΔΕΙ ΠΛΕΟΝΕΚΤΗΜΑΤΑ ΚΑΙ ΠΟΤΕ ΓΙΝΕΤΑΙ ΟΛΕΘΡΙΑ: [653, 81, 965, 112]
invitations-masthead: Προσκλήσεις: [442, 206, 617, 237]
section-will-receive: Θα δεχθούν: [94, 300, 168, 314]
section-dances: Χοροί: [512, 632, 547, 646]
section-program-b: Β' ΠΡΟΓΡΑΜΜΑ: [300, 204, 379, 215]
cartoon-drawing: [31, 1383, 435, 2251]
donations-text-right: Ο κ. Αθανάσιος Σταύρου κατέθεσε υπέρ του Πτωχοκομείου Θεσσαλονίκης δρχ. 1.000 αντί στεφάνου εις μνήμην της μητρός του. Οι υπάλληλοι του καταστήματος κατέθεσαν 3.500 δρχ. υπέρ του Ιδρύματος Κωφαλάλων. Ο κ. Ευάγγελος Μητσόπουλος υπέρ του Παιδικού Σταθμού δρχ. 700. Η κ. Μαρία Παπαθανασίου κατέθεσε 1.000 δρχ. υπέρ του Νοσοκομείου «Άγιος Δημήτριος». Αντί μνημοσύνου της συζύγου του ο κ. Νικόλαος Φωτιάδης κατέθεσε 5.000 δρχ. υπέρ της Λέσχης Φίλων Ατόμων με Ειδικές Ανάγκες. Οι συγγενείς της αειμνήστου Ευδοκίας Καλογήρου κατέθεσαν υπέρ του Άσυλου Ανιάτων 2.000 δρχ.: [813, 528, 990, 702]
article-kicker: ΕΙΔΙΚΗ ΣΥΝΕΡΓΑΤΙΣ ΜΑΣ ΣΥΜΒΟΥΛΕΥΕΙ: [661, 30, 957, 43]
powder-article: [627, 30, 990, 1262]
section-armed-forces: Ενόπλων Δυνάμεων: [276, 311, 402, 324]
